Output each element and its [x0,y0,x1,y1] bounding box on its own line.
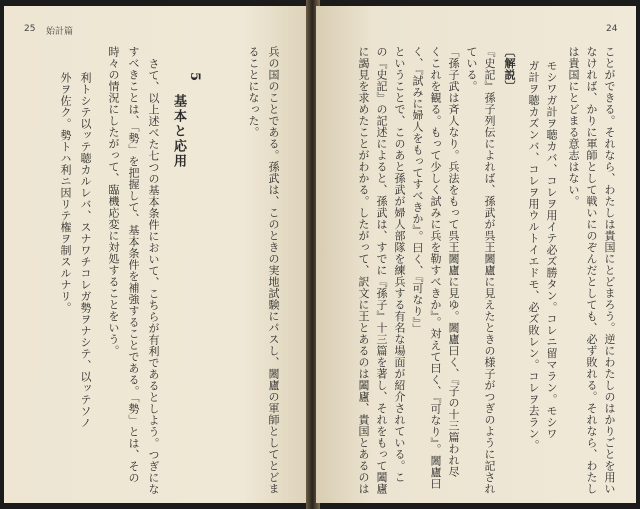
classical-quote: 外ヲ佐ク。勢トハ利ニ因リテ権ヲ制スルナリ。 [59,72,72,314]
text-column: ている。 [465,46,478,92]
text-column: なければ、かりに軍師として戦いにのぞんだとしても、必ず敗れる。それなら、わたし [585,46,598,495]
text-column: くこれを観る。もって少しく試みに兵を勒すべきか』。対えて曰く、『可なり』。闔廬曰 [429,46,442,490]
classical-quote: モシワガ計ヲ聴カバ、コレヲ用イテ必ズ勝タン。コレニ留マラン。モシワ [545,60,558,440]
text-column: 時々の情況にしたがって、臨機応変に対処することをいう。 [107,46,120,357]
left-running-head: 始計篇 [46,27,74,37]
right-page [316,6,636,503]
left-page-number: 25 [24,24,36,34]
left-page [4,6,310,503]
section-title: 基本と応用 [171,94,186,169]
text-column: く、『試みに婦人をもってすべきか』。曰く、『可なり』」 [411,46,424,335]
text-column: さて、以上述べた七つの基本条件において、こちらが有利であるとしよう。つぎにな [147,58,160,495]
text-column: 『史記』孫子列伝によれば、孫武が呉王闔廬に見えたときの様子がつぎのように記され [483,46,496,495]
section-number: 5 [187,72,202,84]
text-column: ということで、このあと孫武が婦人部隊を練兵する有名な場面が紹介されている。こ [393,46,406,483]
right-page-number: 24 [606,24,618,34]
text-column: の『史記』の記述によると、孫武は、すでに『孫子』十三篇を著し、それをもって闔廬 [375,46,388,495]
text-column: すべきことは、「勢」を把握して、基本条件を補強することである。「勢」とは、その [127,46,140,484]
text-column: ことができる。それなら、わたしは貴国にとどまろう。逆にわたしのはかりごとを用い [603,46,616,495]
commentary-heading: 〔解説〕 [503,46,516,92]
text-column: ることになった。 [247,46,260,138]
text-column: に謁見を求めたことがわかる。したがって、訳文に王とあるのは闔廬、貴国とあるのは [357,46,370,495]
classical-quote: ガ計ヲ聴カズンバ、コレヲ用ウルトイエドモ、必ズ敗レン。コレヲ去ラン。 [527,60,540,451]
text-column: 「孫子武は斉人なり。兵法をもって呉王闔廬に見ゆ。闔廬曰く、『子の十三篇われ尽 [447,46,460,478]
text-column: は貴国にとどまる意志はない。 [567,46,580,207]
text-column: 兵の国のことである。孫武は、このときの実地試験にパスし、闔廬の軍師としてとどま [267,46,280,495]
classical-quote: 利トシテ以ッテ聴カルレバ、スナワチコレガ勢ヲナシテ、以ッテソノ [79,72,92,429]
